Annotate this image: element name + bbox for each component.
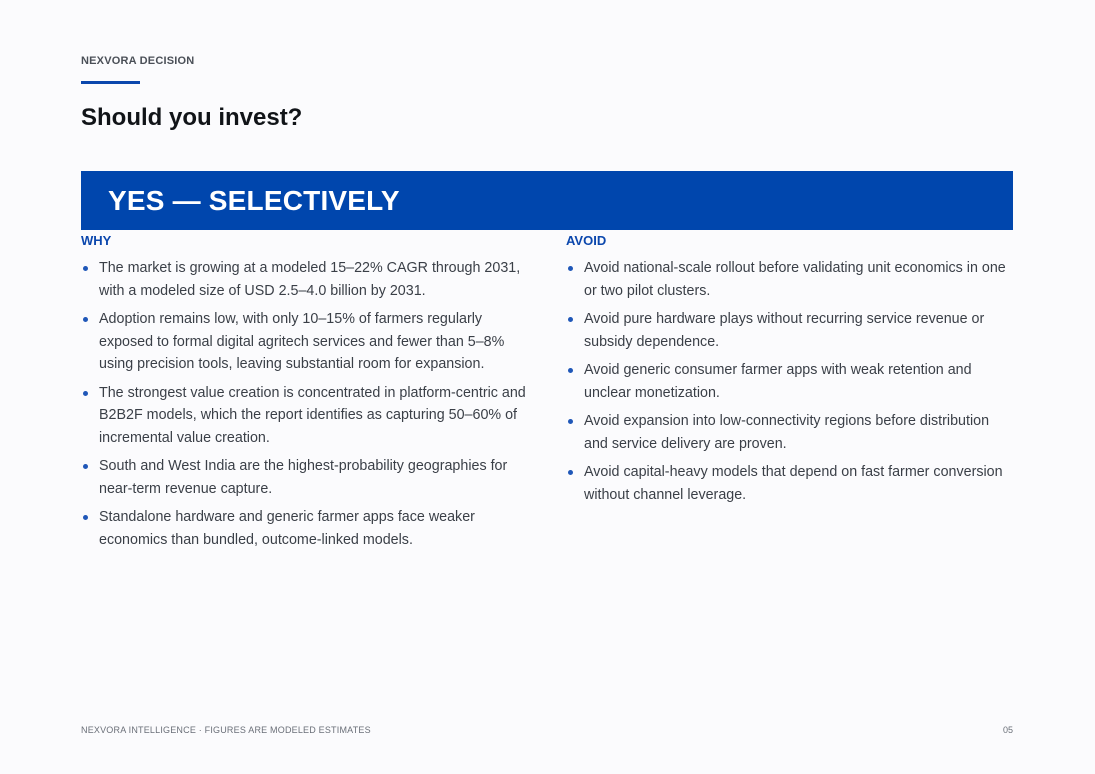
page-number: 05 bbox=[1002, 725, 1013, 735]
avoid-item bbox=[566, 257, 1016, 302]
avoid-item-text: Avoid national-scale rollout before validating unit economics in one or two pilot clusters. bbox=[584, 260, 1006, 299]
brand-label: NEXVORA DECISION bbox=[81, 55, 195, 67]
avoid-item bbox=[566, 461, 1016, 506]
why-item-text: The market is growing at a modeled 15–22% CAGR through 2031, with a modeled size of USD 2.5–4.0 billion by 2031. bbox=[99, 260, 521, 299]
bullet-dot-icon bbox=[568, 317, 573, 322]
bullet-dot-icon bbox=[568, 470, 573, 475]
why-item-text: Adoption remains low, with only 10–15% of farmers regularly exposed to formal digital agritech services and fewer than 5–8% using precision tools, leaving substantial room for expansion. bbox=[99, 311, 505, 372]
avoid-item-text: Avoid pure hardware plays without recurring service revenue or subsidy dependence. bbox=[584, 311, 985, 350]
avoid-item-text: Avoid generic consumer farmer apps with weak retention and unclear monetization. bbox=[584, 362, 972, 401]
avoid-item bbox=[566, 410, 1016, 455]
avoid-item-text: Avoid expansion into low-connectivity regions before distribution and service delivery are proven. bbox=[584, 413, 990, 452]
why-item bbox=[81, 308, 531, 376]
bullet-dot-icon bbox=[83, 266, 88, 271]
bullet-dot-icon bbox=[568, 266, 573, 271]
avoid-column bbox=[566, 233, 1016, 512]
why-item-text: South and West India are the highest-probability geographies for near-term revenue capture. bbox=[99, 458, 508, 497]
why-list bbox=[81, 257, 531, 551]
avoid-list bbox=[566, 257, 1016, 506]
bullet-dot-icon bbox=[83, 515, 88, 520]
why-item bbox=[81, 506, 531, 551]
verdict-text: YES — SELECTIVELY bbox=[108, 184, 400, 216]
why-item bbox=[81, 257, 531, 302]
bullet-dot-icon bbox=[568, 419, 573, 424]
page-title: Should you invest? bbox=[81, 104, 303, 131]
avoid-item bbox=[566, 359, 1016, 404]
avoid-item bbox=[566, 308, 1016, 353]
why-column bbox=[81, 233, 531, 557]
bullet-dot-icon bbox=[83, 464, 88, 469]
accent-bar bbox=[81, 81, 140, 84]
avoid-item-text: Avoid capital-heavy models that depend on fast farmer conversion without channel leverage. bbox=[584, 464, 1003, 503]
bullet-dot-icon bbox=[83, 317, 88, 322]
bullet-dot-icon bbox=[83, 391, 88, 396]
why-heading: WHY bbox=[81, 233, 112, 248]
why-item-text: The strongest value creation is concentrated in platform-centric and B2B2F models, which the report identifies as capturing 50–60% of incremental value creation. bbox=[99, 384, 526, 446]
why-item-text: Standalone hardware and generic farmer apps face weaker economics than bundled, outcome-linked models. bbox=[99, 509, 475, 548]
bullet-dot-icon bbox=[568, 368, 573, 373]
avoid-heading: AVOID bbox=[566, 233, 607, 248]
verdict-banner bbox=[81, 171, 1013, 230]
footer-note: NEXVORA INTELLIGENCE · FIGURES ARE MODELED ESTIMATES bbox=[81, 725, 371, 735]
why-item bbox=[81, 455, 531, 500]
why-item bbox=[81, 382, 531, 450]
